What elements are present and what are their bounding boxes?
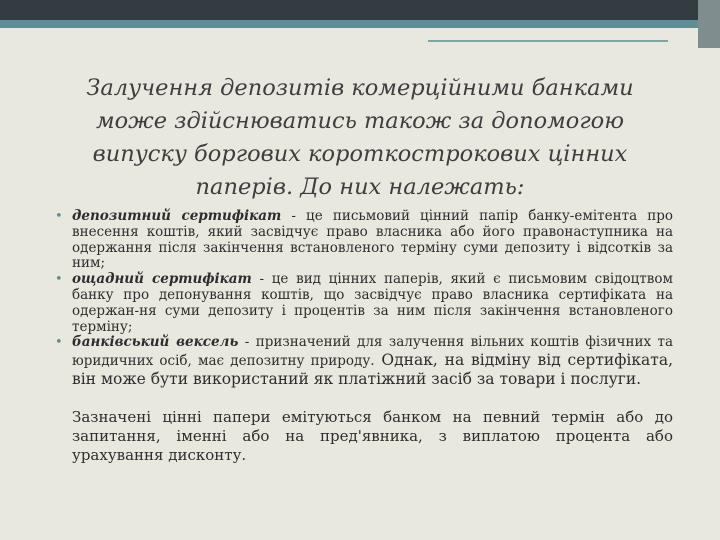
term-bank-bill: банківський вексель (72, 334, 239, 351)
list-item (55, 209, 673, 272)
slide-content (55, 209, 673, 465)
bullet-marker: • (55, 272, 63, 288)
header-divider-line (428, 40, 668, 42)
definition-text: - це вид цінних паперів, який є письмовим свідоцтвом банку про депонування коштів, що засвідчує право власника сертифіката на одержан-ня суми депозиту і процентів за ним після закінчення встановленого терміну; (72, 271, 673, 335)
definition-text: - це письмовий цінний папір банку-емітента про внесення коштів, який засвідчує право власника або його правонаступника на одержання після закінчення встановленого терміну суми депозиту і відсотків за ним; (72, 208, 673, 272)
closing-paragraph: Зазначені цінні папери емітуються банком на певний термін або до запитання, іменні або на пред'явника, з виплатою процента або урахування дисконту. (72, 407, 673, 464)
list-item (55, 272, 673, 335)
term-deposit-certificate: депозитний сертифікат (72, 208, 282, 224)
bullet-marker: • (55, 209, 63, 224)
bullet-list (55, 209, 673, 389)
bullet-marker: • (55, 335, 63, 351)
header-bar (0, 0, 720, 20)
header-corner-block (698, 0, 720, 48)
definition-text: - призначений для залучення вільних коштів фізичних та юридичних осіб, має депозитну природу. (72, 334, 673, 370)
term-savings-certificate: ощадний сертифікат (72, 271, 252, 288)
definition-text-large: Однак, на відміну від сертифіката, він може бути використаний як платіжний засіб за товари і послуги. (72, 351, 673, 388)
slide-title: Залучення депозитів комерційними банками може здійснюватись також за допомогою випуску боргових короткострокових цінних паперів. До них належать: (86, 75, 634, 200)
list-item (55, 335, 673, 388)
header-accent-stripe (0, 20, 720, 28)
